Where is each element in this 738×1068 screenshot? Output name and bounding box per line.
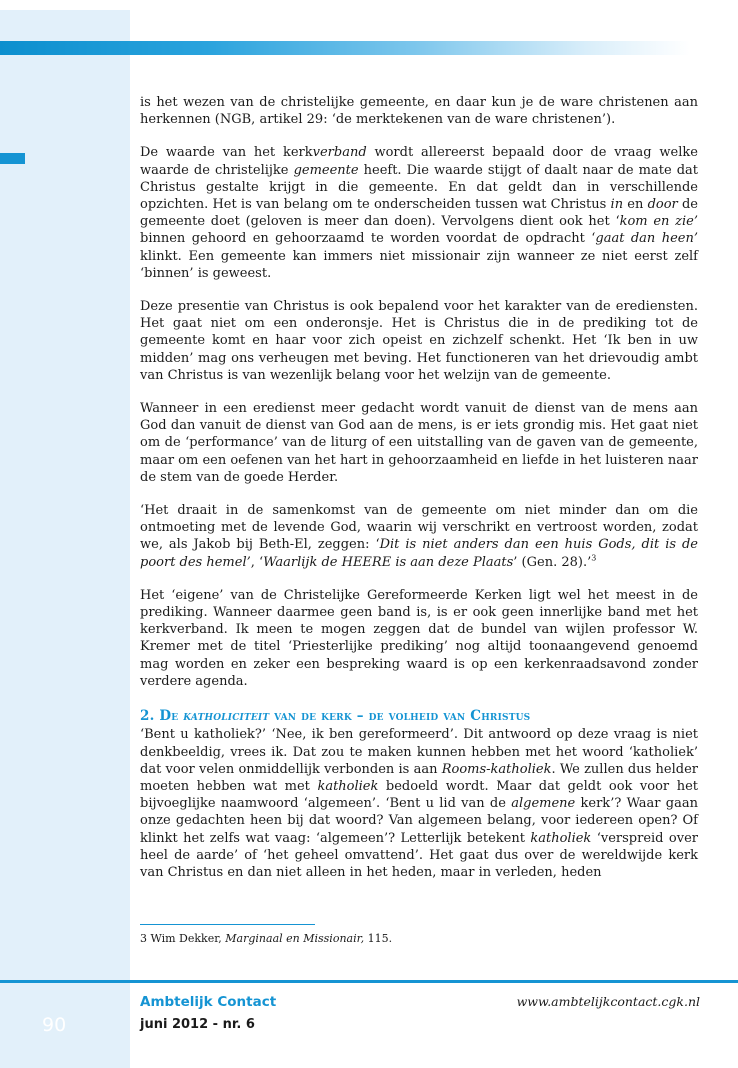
text-run: klinkt. Een gemeente kan immers niet missionair zijn wanneer ze niet eerst zelf ‘binnen’ is geweest. (140, 248, 698, 281)
text-run: Deze presentie van Christus is ook bepalend voor het karakter van de erediensten. Het gaat niet om een onderonsje. Het is Christus die in de prediking tot de gemeente komt en haar voor zich opeist en zichzelf schenkt. Het ‘Ik ben in uw midden’ mag ons verheugen met beving. Het functioneren van het drievoudig ambt van Christus is van wezenlijk belang voor het welzijn van de gemeente. (140, 299, 698, 383)
footnote-page: 115. (367, 932, 393, 945)
text-run: heeft. Die waarde stijgt of daalt naar de mate dat Christus gestalte krijgt in die gemeente. En dat geldt dan in verschillende opzichten. Het is van belang om te onderscheiden tussen wat Christus (140, 162, 699, 213)
text-run: . We zullen dus helder moeten hebben wat met (140, 761, 698, 794)
text-run: katholiek (317, 778, 379, 794)
text-run: De waarde van het kerk (140, 145, 313, 161)
text-run: ‘Het draait in de samenkomst van de gemeente om niet minder dan om die ontmoeting met de levende God, waarin wij verschrikt en vertroost worden, zodat we, als Jakob bij Beth-El, zeggen: ‘ (140, 503, 698, 553)
magazine-title: Ambtelijk Contact (140, 994, 277, 1010)
text-run: , ‘ (250, 554, 264, 570)
text-run: algemene (511, 796, 576, 812)
text-run: kom en zie’ (619, 214, 698, 230)
heading-rest: van de kerk – de volheid van Christus (269, 708, 531, 725)
paragraph (140, 298, 698, 384)
footer-rule (0, 980, 738, 983)
text-run: Wanneer in een eredienst meer gedacht wordt vanuit de dienst van de mens aan God dan vanuit de dienst van God aan de mens, is er iets grondig mis. Het gaat niet om de ‘performance’ van de liturg of een uitstalling van de gaven van de gemeente, maar om een oefenen van het hart in gehoorzaamheid en liefde in het luisteren naar de stem van de goede Herder. (140, 401, 698, 485)
article-body (140, 94, 698, 881)
paragraph (140, 94, 698, 128)
text-run: bedoeld wordt. Maar dat geldt ook voor het bijvoeglijke naamwoord ‘algemeen’. ‘Bent u lid van de (140, 778, 698, 812)
text-run: is het wezen van de christelijke gemeente, en daar kun je de ware christenen aan herkennen (NGB, artikel 29: ‘de merktekenen van de ware christenen’). (140, 95, 698, 128)
footnote-author: Wim Dekker, (150, 932, 222, 945)
text-run: ’ (Gen. 28).’ (513, 554, 592, 570)
paragraph (140, 587, 698, 690)
text-run: en (623, 197, 648, 213)
text-run: Rooms-katholiek (441, 761, 552, 777)
section-heading (140, 708, 698, 725)
paragraph (140, 502, 698, 571)
footnote-ref: 3 (591, 553, 597, 563)
text-run: verband (312, 145, 367, 161)
footnote-number: 3 (140, 932, 147, 945)
left-margin-strip (0, 10, 130, 1068)
text-run: binnen gehoord en gehoorzaamd te worden voordat de opdracht ‘ (140, 231, 596, 247)
text-run: in (610, 197, 624, 213)
section-marker (0, 153, 25, 164)
heading-number: 2. De (140, 708, 184, 725)
page-number: 90 (42, 1014, 67, 1036)
top-gradient-bar (0, 41, 690, 55)
paragraph (140, 400, 698, 486)
footnote-title: Marginaal en Missionair, (225, 932, 365, 945)
text-run: gaat dan heen’ (595, 231, 698, 247)
text-run: Dit is niet anders dan een huis Gods, dit is de poort des hemel’ (140, 537, 698, 570)
text-run: Waarlijk de HEERE is aan deze Plaats (263, 554, 514, 570)
paragraph (140, 726, 698, 881)
text-run: ‘verspreid over heel de aarde’ of ‘het geheel omvattend’. Het gaat dus over de wereldwijde kerk van Christus en dan niet alleen in het heden, maar in verleden, heden (140, 830, 698, 880)
text-run: door (647, 197, 678, 213)
heading-italic: katholiciteit (183, 708, 270, 725)
text-run: ‘Bent u katholiek?’ ‘Nee, ik ben gereformeerd’. Dit antwoord op deze vraag is niet denkbeeldig, vrees ik. Dat zou te maken kunnen hebben met het woord ‘katholiek’ dat voor velen onmiddellijk verbonden is aan (140, 727, 698, 777)
text-run: katholiek (530, 830, 592, 846)
footnote (140, 932, 392, 946)
paragraph (140, 144, 698, 282)
issue-label: juni 2012 - nr. 6 (140, 1017, 255, 1032)
text-run: kerk’? Waar gaan onze gedachten heen bij dat woord? Van algemeen belang, voor iedereen open? Of klinkt het zelfs wat vaag: ‘algemeen’? Letterlijk betekent (140, 796, 698, 846)
text-run: de gemeente doet (geloven is meer dan doen). Vervolgens dient ook het ‘ (140, 197, 698, 230)
website-link[interactable]: www.ambtelijkcontact.cgk.nl (516, 994, 700, 1009)
text-run: wordt allereerst bepaald door de vraag welke waarde de christelijke (140, 145, 698, 178)
footnote-rule (140, 924, 315, 925)
text-run: gemeente (293, 162, 359, 178)
text-run: Het ‘eigene’ van de Christelijke Gereformeerde Kerken ligt wel het meest in de prediking. Wanneer daarmee geen band is, is er ook geen innerlijke band met het kerkverband. Ik meen te mogen zeggen dat de bundel van wijlen professor W. Kremer met de titel ‘Priesterlijke prediking’ nog altijd toonaangevend genoemd mag worden en zeker een bespreking waard is op een kerkenraadsavond zonder verdere agenda. (140, 587, 698, 689)
